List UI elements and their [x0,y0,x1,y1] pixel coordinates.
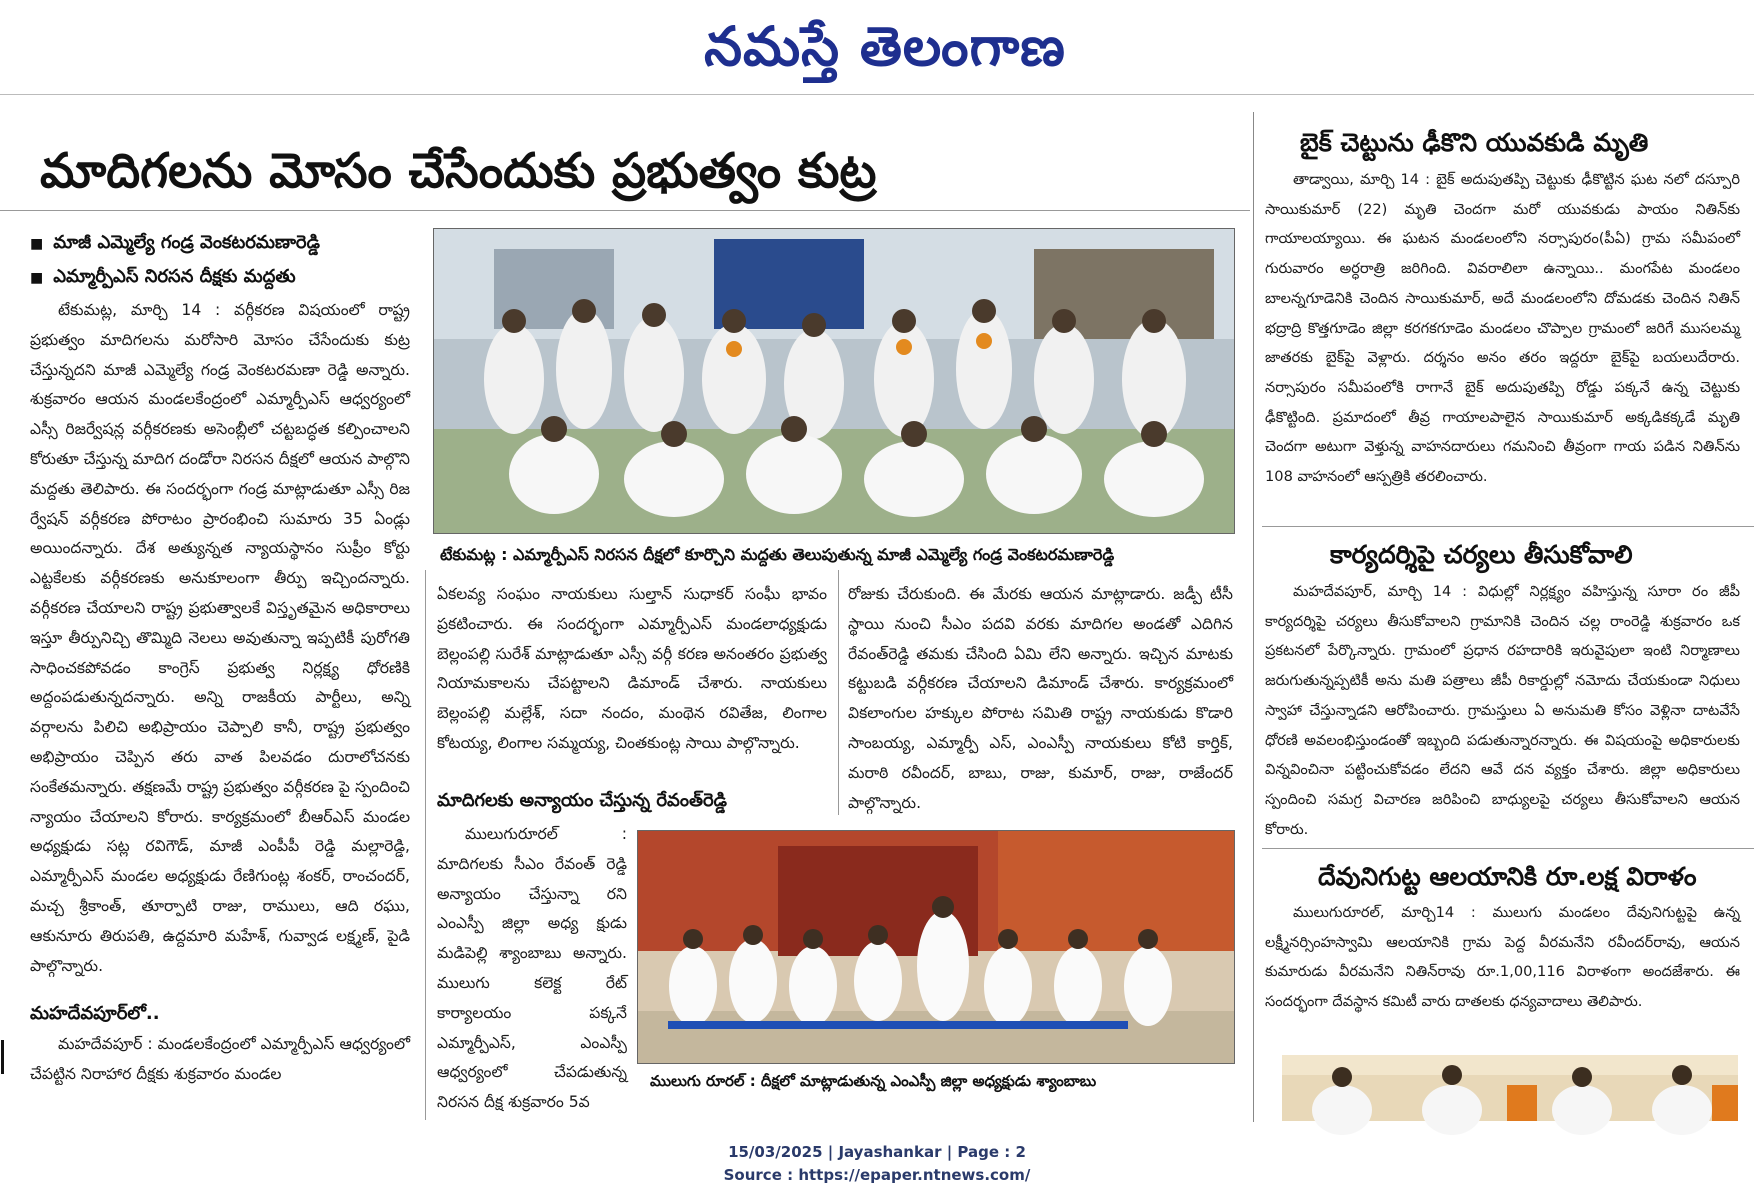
article-column-2 [437,580,827,790]
mulugu-paragraph [437,820,627,1112]
protest-photo-2 [637,830,1235,1064]
margin-bar [1,1040,4,1074]
side-rule-2 [1262,848,1754,849]
side-story-1-text [1265,165,1740,525]
subhead-revanth: మాదిగలకు అన్యాయం చేస్తున్న రేవంత్‌రెడ్డి [437,790,727,811]
side-story-3-paragraph: ములుగురూరల్, మార్చి14 : ములుగు మండలం దేవునిగుట్టపై ఉన్న లక్ష్మీనర్సింహస్వామి ఆలయానికి గ్రామ పెద్ద వీరమనేని రవీందర్‌రావు, ఆయన కుమారుడు వీరమనేని నితిన్‌రావు రూ.1,00,116 విరాళంగా అందజేశారు. ఈ సందర్భంగా దేవస్థాన కమిటీ వారు దాతలకు ధన్యవాదాలు తెలిపారు. [1265,904,1740,1011]
col-divider-2 [838,570,839,815]
main-headline-rule [0,210,1250,211]
photo-2-caption: ములుగు రూరల్ : దీక్షలో మాట్లాడుతున్న ఎంఎస్పీ జిల్లా అధ్యక్షుడు శ్యాంబాబు [650,1072,1097,1090]
protest-photo-1 [433,228,1235,534]
article-paragraph-2: ఏకలవ్య సంఘం నాయకులు సుల్తాన్ సుధాకర్ సంఘీ భావం ప్రకటించారు. ఈ సందర్భంగా ఎమ్మార్పీఎస్ మండలాధ్యక్షుడు బెల్లంపల్లి సురేశ్ మాట్లాడుతూ ఎస్సీ వర్గీ కరణ అనంతరం ప్రభుత్వ నియామకాలను చేపట్టాలని డిమాండ్ చేశారు. నాయకులు బెల్లంపల్లి మల్లేశ్, సదా నందం, మంథెన రవితేజ, లింగాల కోటయ్య, లింగాల సమ్మయ్య, చింతకుంట్ల సాయి పాల్గొన్నారు. [437,585,827,752]
column-divider-right [1253,112,1254,1122]
masthead [0,0,1754,95]
photo-1-caption: టేకుమట్ల : ఎమ్మార్పీఎస్ నిరసన దీక్షలో కూర్చొని మద్దతు తెలుపుతున్న మాజీ ఎమ్మెల్యే గండ్ర వెంకటరమణారెడ్డి [440,545,1115,564]
side-rule-1 [1262,526,1754,527]
side-photo-strip-image [1282,1055,1738,1121]
protest-photo-2-image [638,831,1234,1063]
side-story-3-headline: దేవునిగుట్ట ఆలయానికి రూ.లక్ష విరాళం [1318,862,1697,891]
side-photo-strip [1282,1055,1738,1121]
mahadevpur-text: మహదేవపూర్ : మండలకేంద్రంలో ఎమ్మార్పీఎస్ ఆధ్వర్యంలో చేపట్టిన నిరాహార దీక్షకు శుక్రవారం మండల [30,1035,410,1083]
bullet-2: ■ ఎమ్మార్పీఎస్ నిరసన దీక్షకు మద్దతు [30,266,296,291]
protest-photo-1-image [434,229,1234,533]
article-column-3 [848,580,1233,812]
article-paragraph-3: రోజుకు చేరుకుంది. ఈ మేరకు ఆయన మాట్లాడారు. జడ్పీ టీసీ స్థాయి నుంచి సీఎం పదవి వరకు మాదిగల అండతో ఎదిగిన రేవంత్‌రెడ్డి తమకు చేసింది ఏమి లేని అన్నారు. ఇచ్చిన మాటకు కట్టుబడి వర్గీకరణ చేయాలని డిమాండ్ చేశారు. కార్యక్రమంలో వికలాంగుల హక్కుల పోరాట సమితి రాష్ట్ర నాయకుడు కొడారి సాంబయ్య, ఎమ్మార్పీ ఎస్, ఎంఎస్పీ నాయకులు కోటి కార్తిక్, మరాఠి రవీందర్, బాబు, రాజు, కుమార్, రాజు, రాజేందర్ పాల్గొన్నారు. [848,585,1233,812]
side-story-1-headline: బైక్ చెట్టును ఢీకొని యువకుడి మృతి [1300,128,1649,157]
newspaper-logo: నమస్తే తెలంగాణ [704,15,1066,78]
side-story-1-paragraph: తాడ్వాయి, మార్చి 14 : బైక్ అదుపుతప్పి చెట్టుకు ఢీకొట్టిన ఘట నలో దస్పూరి సాయికుమార్ (22) మృతి చెందగా మరో యువకుడు పాయం నితిన్‌కు గాయాలయ్యాయి. ఈ ఘటన మండలంలోని నర్సాపురం(పీఏ) గ్రామ సమీపంలో గురువారం అర్ధరాత్రి జరిగింది. వివరాలిలా ఉన్నాయి.. మంగపేట మండలం బాలన్నగూడెనికి చెందిన సాయికుమార్, అదే మండలంలోని దోమడకు చెందిన నితిన్ భద్రాద్రి కొత్తగూడెం జిల్లా కరగకగూడెం మండలం చొప్పాల గ్రామంలో జరిగే ముసలమ్మ జాతరకు బైక్‌పై వెళ్లారు. దర్శనం అనం తరం ఇద్దరూ బైక్‌పై బయలుదేరారు. నర్సాపురం సమీపంలోకి రాగానే బైక్ అదుపుతప్పి రోడ్డు పక్కనే ఉన్న చెట్టుకు ఢీకొట్టింది. ప్రమాదంలో తీవ్ర గాయాలపాలైన సాయికుమార్ అక్కడికక్కడే మృతి చెందగా అటుగా వెళ్తున్న వాహనదారులు గమనించి తీవ్రంగా గాయ పడిన నితిన్‌ను 108 వాహనంలో ఆస్పత్రికి తరలించారు. [1265,171,1740,486]
footer-date-line: 15/03/2025 | Jayashankar | Page : 2 [728,1143,1026,1161]
article-paragraph: టేకుమట్ల, మార్చి 14 : వర్గీకరణ విషయంలో రాష్ట్ర ప్రభుత్వం మాదిగలను మరోసారి మోసం చేసేందుకు కుట్ర చేస్తున్నదని మాజీ ఎమ్మెల్యే గండ్ర వెంకటరమణా రెడ్డి అన్నారు. శుక్రవారం ఆయన మండలకేంద్రంలో ఎమ్మార్పీఎస్ ఆధ్వర్యంలో ఎస్సీ రిజర్వేషన్ల వర్గీకరణకు అసెంబ్లీలో చట్టబద్ధత కల్పించాలని కోరుతూ చేస్తున్న మాదిగ దండోరా నిరసన దీక్షలో ఆయన పాల్గొని మద్దతు తెలిపారు. ఈ సందర్భంగా గండ్ర మాట్లాడుతూ ఎస్సీ రిజ ర్వేషన్ వర్గీకరణ పోరాటం ప్రారంభించి సుమారు 35 ఏండ్లు అయిందన్నారు. దేశ అత్యున్నత న్యాయస్థానం సుప్రీం కోర్టు ఎట్టకేలకు వర్గీకరణకు అనుకూలంగా తీర్పు ఇచ్చిందన్నారు. వర్గీకరణ చేయాలని రాష్ట్ర ప్రభుత్వాలకే విస్తృతమైన అధికారాలు ఇస్తూ తీర్పునిచ్చి తొమ్మిది నెలలు అవుతున్నా ఇప్పటికీ పురోగతి సాధించకపోవడం కాంగ్రెస్ ప్రభుత్వ నిర్లక్ష్య ధోరణికి అద్దంపడుతున్నదన్నారు. అన్ని రాజకీయ పార్టీలు, అన్ని వర్గాలను పిలిచి అభిప్రాయం చెప్పాలి కానీ, రాష్ట్ర ప్రభుత్వం అభిప్రాయం చెప్పిన తరు వాత పిలవడం దురాలోచనకు సంకేతమన్నారు. తక్షణమే రాష్ట్ర ప్రభుత్వం వర్గీకరణ పై స్పందించి న్యాయం చేయాలని కోరారు. కార్యక్రమంలో బీఆర్ఎస్ మండల అధ్యక్షుడు సట్ల రవిగౌడ్, మాజీ ఎంపీపీ రెడ్డి మల్లారెడ్డి, ఎమ్మార్పీఎస్ మండల అధ్యక్షుడు రేణిగుంట్ల శంకర్, రాంచందర్, మచ్చ శ్రీకాంత్, తూర్పాటి రాజు, రాములు, ఆది రఘు, ఆకునూరు తిరుపతి, ఉద్దమారి మహేశ్, గువ్వాడ లక్ష్మణ్, పైడి పాల్గొన్నారు. [30,301,410,975]
bullet-1: ■ మాజీ ఎమ్మెల్యే గండ్ర వెంకటరమణారెడ్డి [30,232,320,257]
side-story-3-text [1265,898,1740,1048]
side-story-2-headline: కార్యదర్శిపై చర్యలు తీసుకోవాలి [1330,540,1633,569]
top-rule [0,94,1754,95]
footer-source-link[interactable]: Source : https://epaper.ntnews.com/ [723,1166,1031,1184]
mulugu-text: ములుగురూరల్ : మాదిగలకు సీఎం రేవంత్ రెడ్డి అన్యాయం చేస్తున్నా రని ఎంఎస్పీ జిల్లా అధ్య క్షుడు మడిపెల్లి శ్యాంబాబు అన్నారు. ములుగు కలెక్ట రేట్ కార్యాలయం పక్కనే ఎమ్మార్పీఎస్, ఎంఎస్పీ ఆధ్వర్యంలో చేపడుతున్న నిరసన దీక్ష శుక్రవారం 5వ [437,825,627,1112]
article-column-1 [30,296,410,994]
col-divider-1 [425,570,426,1120]
main-headline: మాదిగలను మోసం చేసేందుకు ప్రభుత్వం కుట్ర [40,143,877,199]
subhead-mahadevpur: మహదేవపూర్‌లో.. [30,1003,160,1024]
mahadevpur-paragraph [30,1030,410,1090]
side-story-2-paragraph: మహదేవపూర్, మార్చి 14 : విధుల్లో నిర్లక్ష్యం వహిస్తున్న సూరా రం జీపీ కార్యదర్శిపై చర్యలు తీసుకోవాలని గ్రామానికి చెందిన చల్ల రాంరెడ్డి శుక్రవారం ఒక ప్రకటనలో పేర్కొన్నారు. గ్రామంలో ప్రధాన రహదారికి ఇరువైపులా ఇంటి నిర్మాణాలు జరుగుతున్నప్పటికీ అను మతి పత్రాలు జీపీ రికార్డుల్లో నమోదు చేయకుండా నిధులు స్వాహా చేస్తున్నాడని ఆరోపించారు. గ్రామస్తులు ఏ అనుమతి కోసం వెళ్లినా దాటవేసే ధోరణి అవలంభిస్తుండంతో ఇబ్బంది పడుతున్నారన్నారు. ఈ విషయంపై అధికారులకు విన్నవించినా పట్టించుకోవడం లేదని ఆవే దన వ్యక్తం చేశారు. జిల్లా అధికారులు స్పందించి సమగ్ర విచారణ జరిపించి బాధ్యులపై చర్యలు తీసుకోవాలని ఆయన కోరారు. [1265,583,1740,838]
side-story-2-text [1265,577,1740,847]
